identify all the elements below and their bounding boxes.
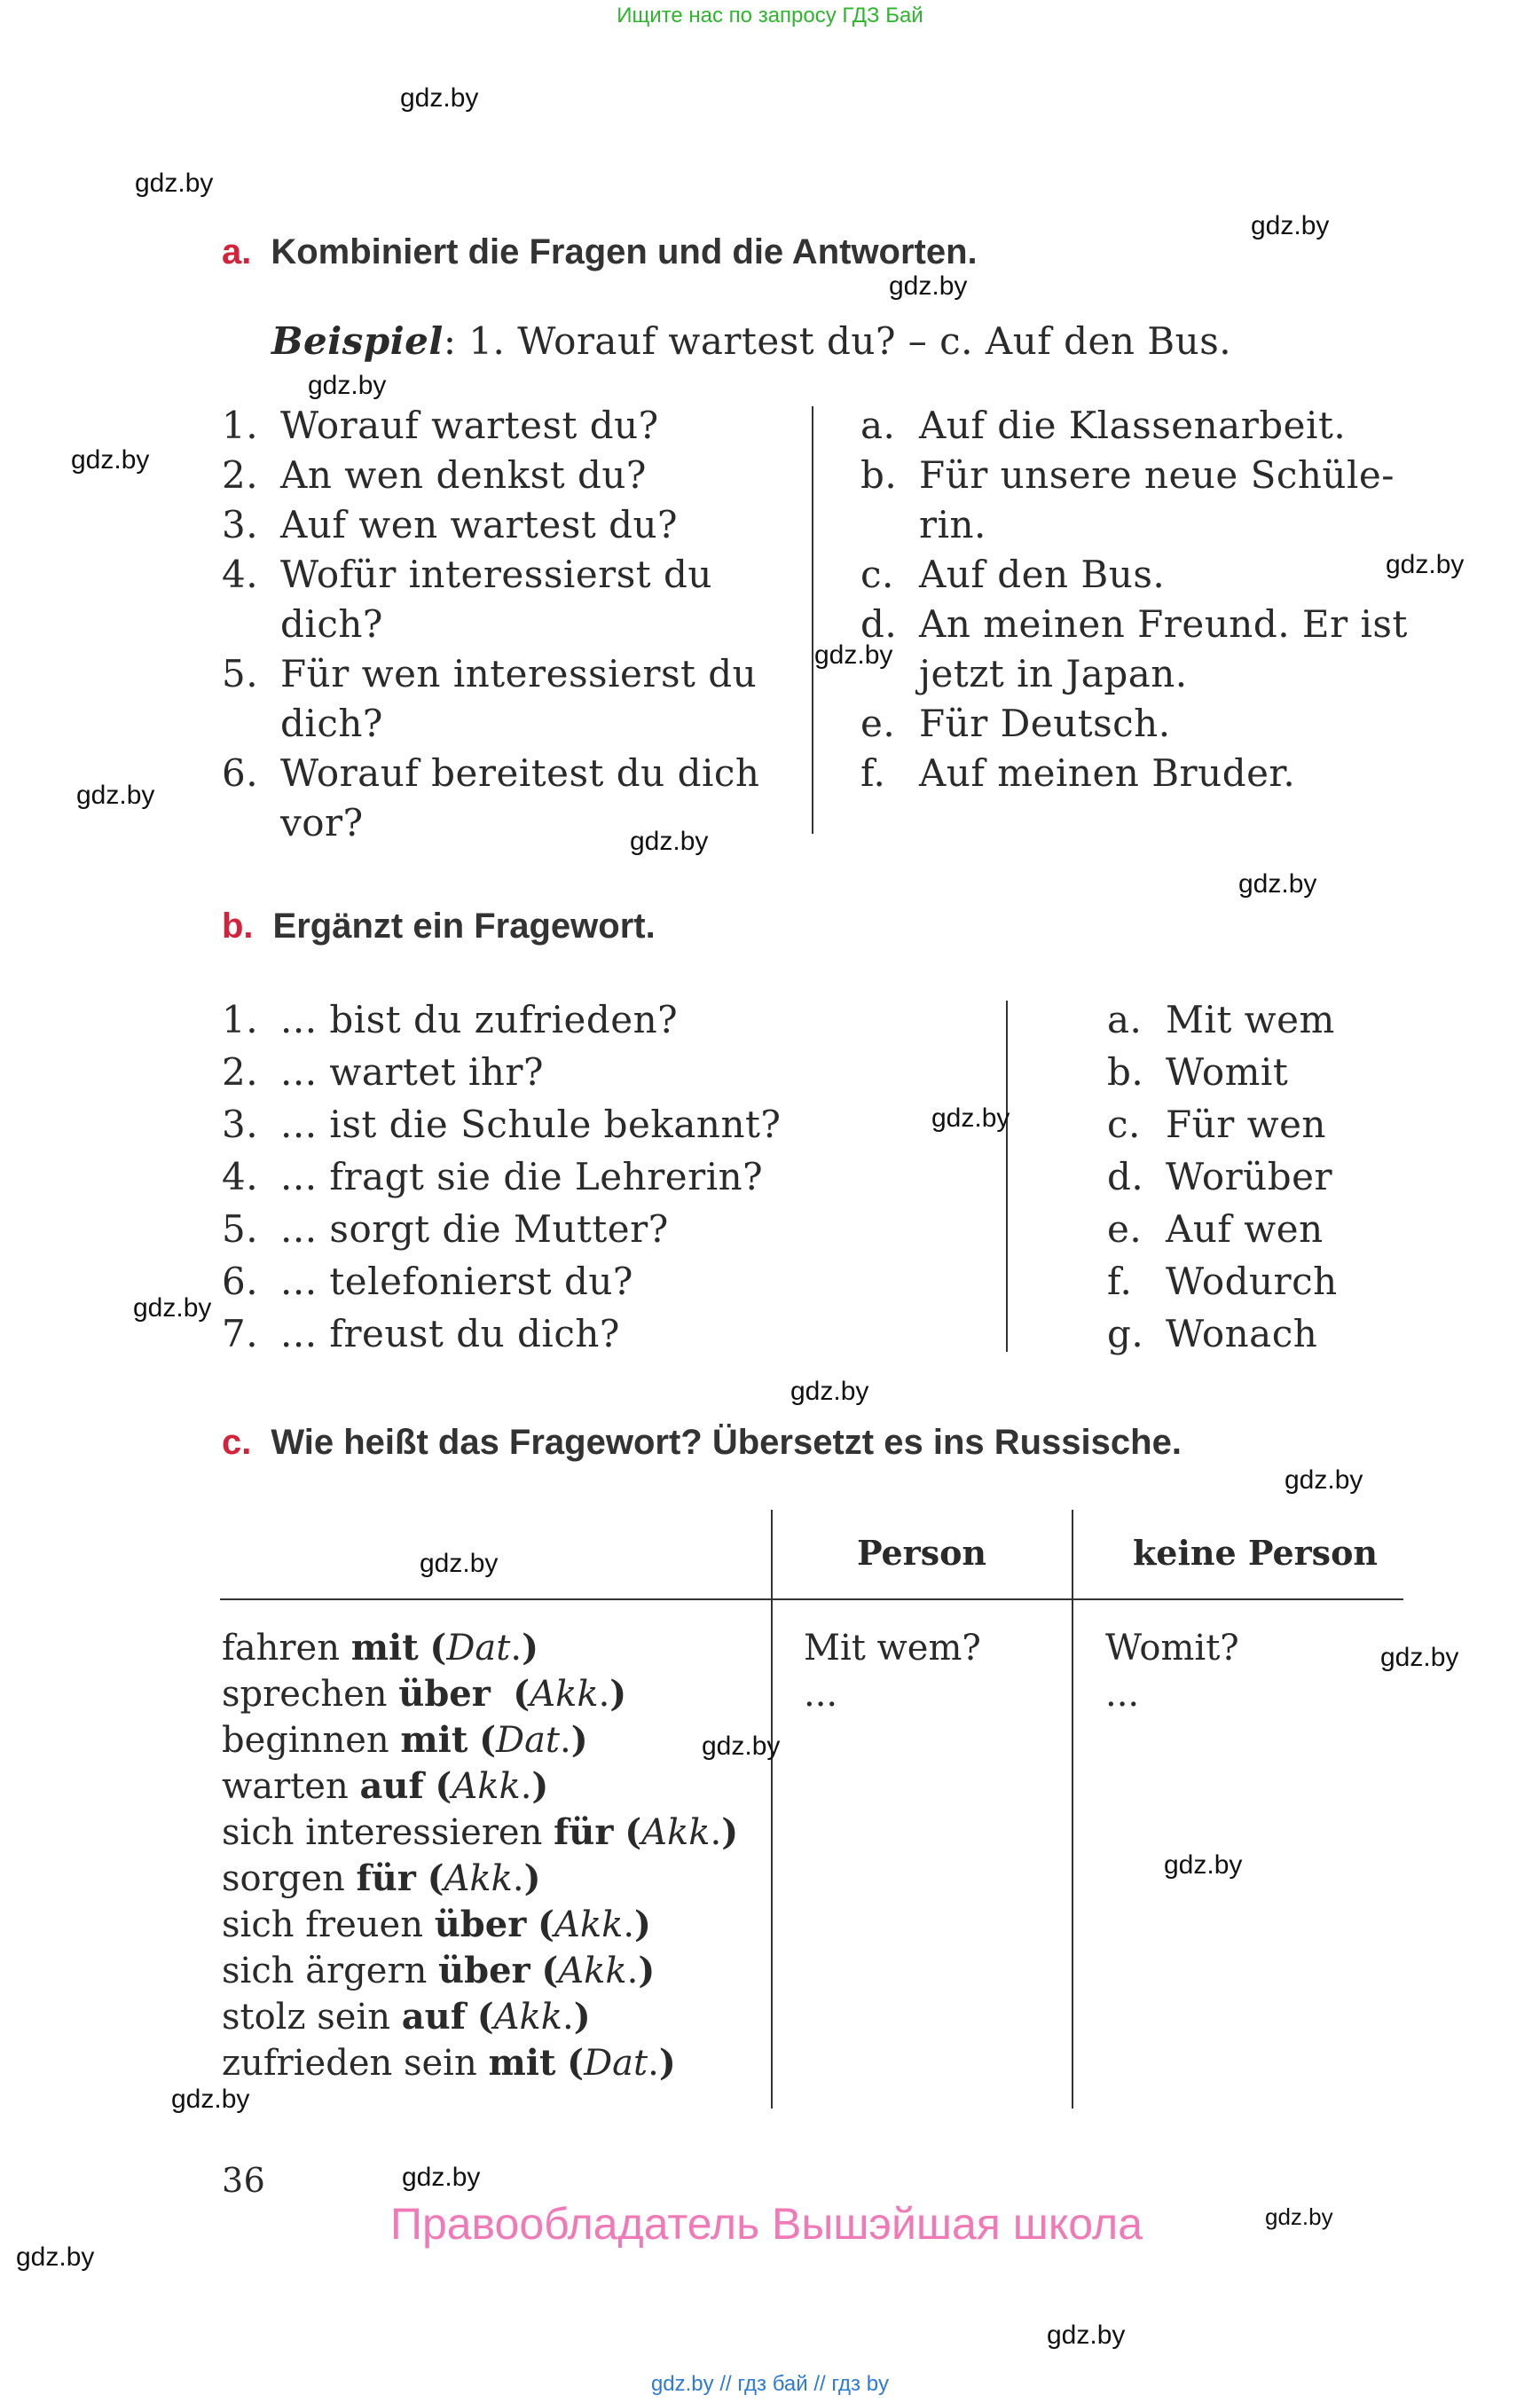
item-number: 5. (222, 652, 259, 695)
watermark: gdz.by (133, 1293, 212, 1323)
item-number: 5. (222, 1207, 259, 1251)
item-letter: f. (860, 751, 886, 795)
person-cell: ... (804, 1674, 838, 1715)
item-text: Auf wen (1166, 1207, 1324, 1251)
list-item (222, 649, 767, 749)
list-item (222, 1098, 985, 1150)
list-item (222, 1046, 985, 1098)
item-text: ... freust du dich? (280, 1312, 620, 1355)
item-number: 3. (222, 1103, 259, 1146)
item-text: Auf meinen Bruder. (919, 751, 1296, 795)
item-text: ... wartet ihr? (280, 1050, 545, 1094)
item-text: Wodurch (1166, 1260, 1338, 1303)
item-text: ... ist die Schule bekannt? (280, 1103, 782, 1146)
item-number: 2. (222, 453, 259, 497)
watermark: gdz.by (1238, 869, 1317, 899)
watermark: gdz.by (1251, 211, 1330, 240)
item-text: Wofür interessierst du dich? (280, 553, 712, 646)
footer-separator: // (813, 2372, 826, 2396)
list-item (1107, 1255, 1497, 1308)
section-a-questions (222, 401, 767, 848)
item-text: Auf die Klassenarbeit. (919, 404, 1347, 447)
watermark: gdz.by (931, 1103, 1010, 1133)
item-text: Worüber (1166, 1155, 1333, 1198)
item-letter: a. (1107, 998, 1143, 1041)
watermark: gdz.by (76, 781, 155, 810)
footer-link[interactable]: gdz.by (650, 2372, 714, 2396)
list-item (860, 401, 1410, 451)
column-person: Person (856, 1533, 987, 1573)
section-c-letter: c. (222, 1423, 252, 1462)
list-item (222, 451, 767, 500)
watermark: gdz.by (889, 271, 968, 301)
example-text: : 1. Worauf wartest du? – c. Auf den Bus. (443, 319, 1232, 363)
item-letter: b. (860, 453, 898, 497)
section-a-letter: a. (222, 232, 252, 271)
section-b-questions (222, 993, 985, 1360)
top-banner: Ищите нас по запросу ГДЗ Бай (617, 4, 923, 27)
list-item (222, 1203, 985, 1255)
footer-link[interactable]: гдз бай (737, 2372, 808, 2396)
watermark: gdz.by (400, 83, 479, 113)
person-cell: Mit wem? (804, 1628, 981, 1669)
watermark: gdz.by (1380, 1643, 1459, 1672)
item-text: An meinen Freund. Er ist jetzt in Japan. (919, 602, 1408, 695)
item-number: 3. (222, 503, 259, 546)
person-column (804, 1625, 981, 1717)
list-item (1107, 993, 1497, 1046)
list-item (222, 401, 767, 451)
item-text: Für wen interessierst du dich? (280, 652, 758, 745)
table-row: fahren mit (Dat.) (222, 1627, 538, 1669)
item-letter: f. (1107, 1260, 1133, 1303)
table-row: sich interessieren für (Akk.) (222, 1811, 739, 1853)
section-b-answers (1107, 993, 1497, 1360)
watermark: gdz.by (1047, 2321, 1126, 2350)
footer-link[interactable]: гдз by (831, 2372, 890, 2396)
watermark: gdz.by (790, 1377, 869, 1406)
list-item (222, 1308, 985, 1360)
item-text: Auf wen wartest du? (280, 503, 679, 546)
table-row: beginnen mit (Dat.) (222, 1719, 588, 1761)
item-text: Für unsere neue Schüle-rin. (919, 453, 1395, 546)
item-text: ... sorgt die Mutter? (280, 1207, 669, 1251)
item-letter: c. (860, 553, 894, 596)
list-item (222, 993, 985, 1046)
watermark: gdz.by (171, 2085, 250, 2114)
no-person-column (1105, 1625, 1239, 1717)
watermark: gdz.by (1285, 1465, 1363, 1495)
watermark: gdz.by (71, 445, 150, 475)
footer-separator: // (719, 2372, 732, 2396)
section-c-heading (222, 1423, 1182, 1463)
rights-holder: Правообладатель Вышэйшая школа (390, 2199, 1143, 2249)
item-text: Mit wem (1166, 998, 1335, 1041)
section-a-answers (860, 401, 1410, 798)
list-item (860, 550, 1410, 600)
item-letter: a. (860, 404, 896, 447)
item-letter: g. (1107, 1312, 1144, 1355)
section-b-letter: b. (222, 907, 254, 946)
watermark: gdz.by (630, 827, 709, 856)
item-number: 4. (222, 553, 259, 596)
list-item (860, 451, 1410, 550)
item-text: ... telefonierst du? (280, 1260, 633, 1303)
item-letter: e. (1107, 1207, 1143, 1251)
table-row: stolz sein auf (Akk.) (222, 1996, 591, 2038)
watermark: gdz.by (135, 169, 214, 198)
list-item (1107, 1098, 1497, 1150)
list-item (860, 749, 1410, 798)
item-text: Wonach (1166, 1312, 1318, 1355)
watermark: gdz.by (420, 1549, 499, 1578)
list-item (222, 550, 767, 649)
item-number: 6. (222, 1260, 259, 1303)
list-item (222, 1150, 985, 1203)
no-person-cell: ... (1105, 1674, 1140, 1715)
footer-links (0, 2372, 1540, 2397)
divider-b (1006, 1001, 1008, 1352)
item-number: 1. (222, 404, 259, 447)
item-number: 7. (222, 1312, 259, 1355)
example-line (271, 319, 1231, 363)
item-text: Womit (1166, 1050, 1289, 1094)
list-item (1107, 1308, 1497, 1360)
list-item (860, 699, 1410, 749)
list-item (1107, 1150, 1497, 1203)
table-header-rule (220, 1598, 1403, 1600)
item-letter: d. (860, 602, 898, 646)
list-item (222, 1255, 985, 1308)
column-no-person: keine Person (1132, 1533, 1379, 1573)
table-row: sorgen für (Akk.) (222, 1857, 541, 1899)
item-text: Worauf wartest du? (280, 404, 659, 447)
section-b-title: Ergänzt ein Fragewort. (272, 907, 656, 946)
list-item (1107, 1203, 1497, 1255)
list-item (1107, 1046, 1497, 1098)
item-letter: e. (860, 702, 896, 745)
section-c-title: Wie heißt das Fragewort? Übersetzt es ins Russische. (271, 1423, 1182, 1462)
example-label: Beispiel (271, 319, 444, 363)
item-number: 6. (222, 751, 259, 795)
watermark: gdz.by (702, 1732, 781, 1761)
item-letter: c. (1107, 1103, 1141, 1146)
no-person-cell: Womit? (1105, 1628, 1239, 1669)
item-text: Für Deutsch. (919, 702, 1171, 745)
item-text: ... bist du zufrieden? (280, 998, 679, 1041)
list-item (860, 600, 1410, 699)
section-b-heading (222, 907, 656, 946)
divider-a (812, 406, 813, 834)
item-letter: d. (1107, 1155, 1144, 1198)
item-number: 2. (222, 1050, 259, 1094)
item-text: ... fragt sie die Lehrerin? (280, 1155, 764, 1198)
watermark: gdz.by (308, 371, 387, 400)
list-item (222, 500, 767, 550)
item-text: Für wen (1166, 1103, 1326, 1146)
table-row: warten auf (Akk.) (222, 1765, 549, 1807)
table-row: sich freuen über (Akk.) (222, 1904, 651, 1945)
table-row: sprechen über (Akk.) (222, 1673, 627, 1715)
item-letter: b. (1107, 1050, 1144, 1094)
watermark: gdz.by (814, 640, 893, 670)
section-a-heading (222, 232, 978, 272)
table-row: sich ärgern über (Akk.) (222, 1950, 656, 1991)
verb-list (222, 1625, 763, 2086)
item-text: Auf den Bus. (919, 553, 1166, 596)
item-text: An wen denkst du? (280, 453, 647, 497)
watermark: gdz.by (1164, 1850, 1243, 1880)
watermark: gdz.by (402, 2163, 481, 2192)
section-a-title: Kombiniert die Fragen und die Antworten. (271, 232, 978, 271)
watermark: gdz.by (1265, 2203, 1333, 2230)
watermark: gdz.by (16, 2242, 95, 2272)
page-number: 36 (222, 2161, 266, 2200)
item-number: 4. (222, 1155, 259, 1198)
watermark: gdz.by (1386, 550, 1465, 579)
item-text: Worauf bereitest du dich vor? (280, 751, 760, 844)
item-number: 1. (222, 998, 259, 1041)
table-row: zufrieden sein mit (Dat.) (222, 2042, 676, 2084)
